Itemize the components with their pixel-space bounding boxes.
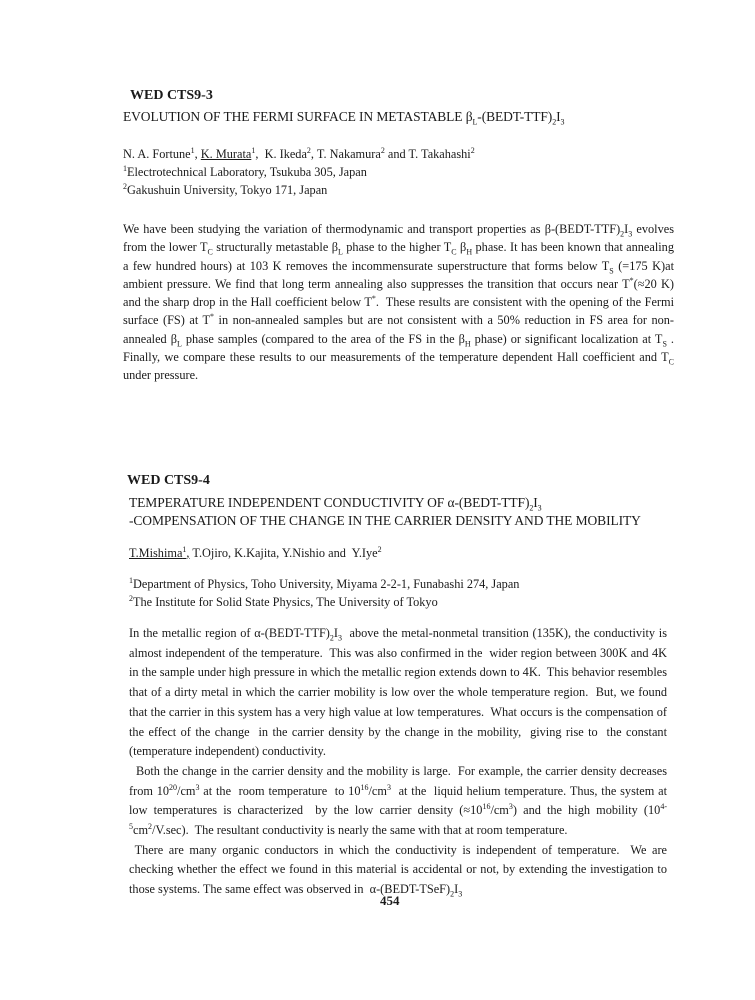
paragraph: Both the change in the carrier density and the mobility is large. For example, the carrier density decreases from $10^{20}/cm^3$ at the room temperature to $10^{16}/cm^3$ at the liquid helium temperature. Thus, the system at low temperatures is characterized by the low carrier density $(\approx 10^{16}/cm^3)$ and the high mobility $(10^{4-5}cm^2/V.\sec)$. The resultant conductivity is nearly the same with that at room temperature.: [129, 763, 667, 838]
author: N. A. Fortune: [123, 147, 191, 161]
page-number: 454: [380, 893, 400, 908]
presenting-author: K. Murata: [200, 147, 252, 161]
author: K. Ikeda: [264, 147, 307, 161]
author: T. Nakamura: [316, 147, 381, 161]
author-list: T.Mishima$^1$, T.Ojiro, K.Kajita, Y.Nishio and Y.Iye$^2$: [129, 544, 382, 560]
author: Y.Iye: [351, 546, 378, 560]
author: T.Ojiro: [192, 546, 228, 560]
affiliation: $^1$Electrotechnical Laboratory, Tsukuba 305, Japan: [123, 163, 367, 179]
abstract-code: WED CTS9-4: [127, 473, 210, 488]
abstract-title: EVOLUTION OF THE FERMI SURFACE IN METASTABLE $\beta_L-(BEDT-TTF)_2I_3$: [123, 109, 565, 127]
abstract-body: We have been studying the variation of thermodynamic and transport properties as $\beta-(BEDT-TTF)_2I_3$ evolves from the lower $T_C$ structurally metastable $\beta_L$ phase to the higher $T_C$ $\beta_H$ phase. It has been known that annealing a few hundred hours) at 103 K removes the incommensurate superstructure that forms below $T_S$ (=175 K)at ambient pressure. We find that long term annealing also suppresses the transition that occurs near T*(≈20 K) and the sharp drop in the Hall coefficient below T*. These results are consistent with the opening of the Fermi surface (FS) at T* in non-annealed samples but are not consistent with a 50% reduction in FS area for non-annealed $\beta_L$ phase samples (compared to the area of the FS in the $\beta_H$ phase) or significant localization at $T_S$ . Finally, we compare these results to our measurements of the temperature dependent Hall coefficient and $T_C$ under pressure.: [123, 222, 674, 383]
paragraph: There are many organic conductors in which the conductivity is independent of temperature. We are checking whether the effect we found in this material is accidental or not, by extending the investigation to those systems. The same effect was observed in $\alpha-(BEDT-TSeF)_2I_3$: [129, 842, 667, 899]
abstract-code: WED CTS9-3: [130, 88, 213, 103]
author: T. Takahashi: [408, 147, 471, 161]
author-list: N. A. Fortune$^1$, K. Murata$^1$, K. Ikeda$^2$, T. Nakamura$^2$ and T. Takahashi$^2$: [123, 145, 475, 161]
paragraph: In the metallic region of $\alpha-(BEDT-TTF)_2I_3$ above the metal-nonmetal transition (135K), the conductivity is almost independent of the temperature. This was also confirmed in the wider region between 300K and 4K in the sample under high pressure in which the metallic region extends down to 4K. This behavior resembles that of a dirty metal in which the carrier mobility is low over the whole temperature region. But, we found that the carrier in this system has a very high value at low temperatures. What occurs is the compensation of the effect of the change in the carrier density by the change in the mobility, giving rise to the constant (temperature independent) conductivity.: [129, 626, 667, 759]
affiliation: $^2$Gakushuin University, Tokyo 171, Japan: [123, 181, 328, 197]
author: Y.Nishio: [281, 546, 326, 560]
presenting-author: T.Mishima$^1$,: [129, 544, 190, 560]
abstract-title: TEMPERATURE INDEPENDENT CONDUCTIVITY OF $\alpha-(BEDT-TTF)_2I_3$: [129, 495, 542, 513]
abstract-subtitle: -COMPENSATION OF THE CHANGE IN THE CARRIER DENSITY AND THE MOBILITY: [129, 513, 641, 528]
abstract-body: [129, 624, 667, 900]
affiliation: $^2$The Institute for Solid State Physics, The University of Tokyo: [129, 593, 438, 609]
author: K.Kajita: [234, 546, 277, 560]
affiliation: $^1$Department of Physics, Toho University, Miyama 2-2-1, Funabashi 274, Japan: [129, 575, 520, 591]
